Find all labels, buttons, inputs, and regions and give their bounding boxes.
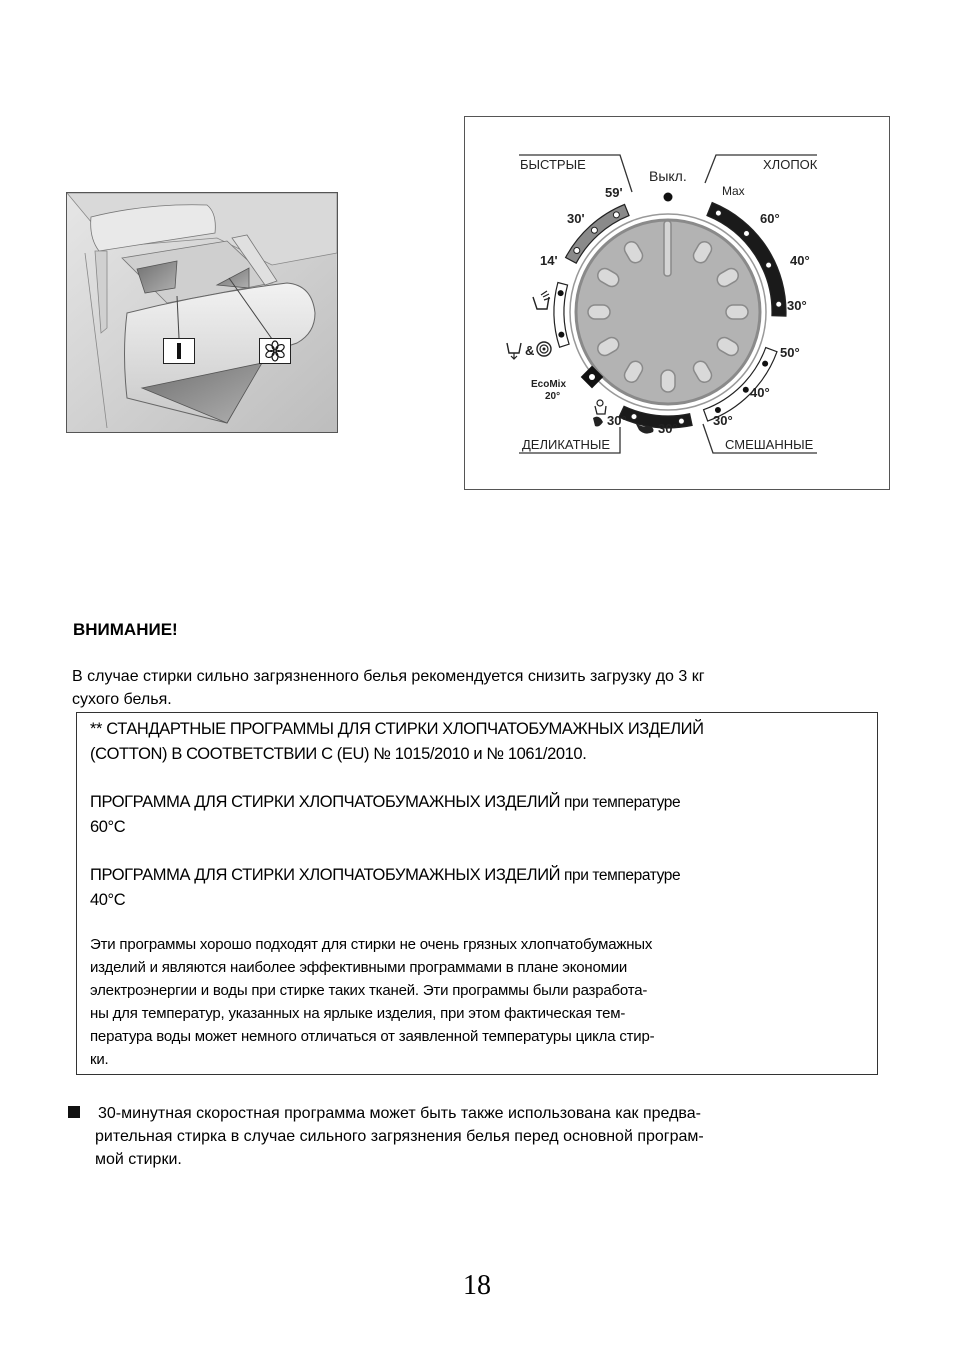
flower-icon (264, 340, 286, 362)
roman-one-icon (177, 343, 181, 359)
description-line: Эти программы хорошо подходят для стирки не очень грязных хлопчатобумажных (90, 936, 653, 953)
knob-grip (726, 305, 748, 319)
cotton-option-dot[interactable] (743, 231, 749, 237)
quick-option-14: 14' (540, 253, 558, 268)
cotton-option-max: Max (722, 184, 745, 198)
description-line: электроэнергии и воды при стирке таких тканей. Эти программы были разработа- (90, 982, 648, 999)
quick-option-59: 59' (605, 185, 623, 200)
standard-heading-line: (COTTON) В СООТВЕТСТВИИ С (EU) № 1015/2010 и № 1061/2010. (90, 745, 587, 763)
standard-heading-line: ** СТАНДАРТНЫЕ ПРОГРАММЫ ДЛЯ СТИРКИ ХЛОПЧАТОБУМАЖНЫХ ИЗДЕЛИЙ (90, 720, 704, 738)
program-60-temperature: 60°C (90, 818, 126, 836)
cotton-option-dot[interactable] (776, 301, 782, 307)
rinse-spin-dot[interactable] (558, 290, 564, 296)
page-number: 18 (463, 1270, 491, 1301)
rinse-spin-dot[interactable] (558, 332, 564, 338)
description-line: изделий и являются наиболее эффективными программами в плане экономии (90, 959, 628, 976)
description-line: ки. (90, 1051, 109, 1068)
quick-option-dot[interactable] (591, 227, 597, 233)
bullet-note-text (95, 1102, 898, 1171)
delicate-option-wool-30: 30° (658, 421, 678, 436)
drain-spin-icon (507, 342, 551, 359)
main-wash-compartment-label (163, 338, 195, 364)
rinse-icon (533, 291, 550, 309)
cotton-option-40: 40° (790, 253, 810, 268)
ecomix-label: EcoMix (531, 379, 567, 390)
cotton-option-dot[interactable] (766, 262, 772, 268)
off-indicator-dot (664, 193, 673, 202)
quick-group-title: БЫСТРЫЕ (520, 157, 586, 172)
standard-description (90, 933, 865, 1071)
quick-option-dot[interactable] (574, 247, 580, 253)
mixed-option-50: 50° (780, 345, 800, 360)
program-dial-illustration (464, 116, 890, 490)
bullet-note (68, 1102, 898, 1171)
program-40-upper: ПРОГРАММА ДЛЯ СТИРКИ ХЛОПЧАТОБУМАЖНЫХ ИЗДЕЛИЙ (90, 866, 561, 884)
attention-text-line: В случае стирки сильно загрязненного белья рекомендуется снизить загрузку до 3 кг (72, 668, 705, 685)
program-60-upper: ПРОГРАММА ДЛЯ СТИРКИ ХЛОПЧАТОБУМАЖНЫХ ИЗДЕЛИЙ (90, 793, 561, 811)
quick-option-dot[interactable] (613, 212, 619, 218)
knob-pointer (664, 221, 671, 276)
description-line: ны для температур, указанных на ярлыке изделия, при этом фактическая тем- (90, 1005, 626, 1022)
mixed-group-title: СМЕШАННЫЕ (725, 437, 814, 452)
program-40-temperature: 40°C (90, 891, 126, 909)
mixed-option-40: 40° (750, 385, 770, 400)
detergent-drawer-drawing (67, 193, 337, 432)
square-bullet-icon (68, 1106, 80, 1118)
attention-text (72, 665, 902, 711)
program-40-lower: при температуре (560, 867, 681, 884)
attention-text-line: сухого белья. (72, 691, 172, 708)
delicate-group-title: ДЕЛИКАТНЫЕ (522, 437, 611, 452)
description-line: пература воды может немного отличаться от заявленной температуры цикла стир- (90, 1028, 655, 1045)
program-40-title (90, 863, 865, 888)
attention-heading: ВНИМАНИЕ! (73, 620, 178, 639)
cotton-group-title: ХЛОПОК (763, 157, 818, 172)
bullet-note-line: 30-минутная скоростная программа может быть также использована как предва- (98, 1105, 701, 1122)
delicate-option-dot[interactable] (678, 418, 684, 424)
ecomix-temp-label: 20° (545, 391, 561, 402)
detergent-drawer-illustration (66, 192, 338, 433)
delicate-option-handwash-30: 30° (607, 413, 627, 428)
mixed-option-dot[interactable] (762, 361, 768, 367)
mixed-option-dot[interactable] (743, 387, 749, 393)
delicate-option-dot[interactable] (631, 414, 637, 420)
softener-compartment-label (259, 338, 291, 364)
cotton-option-dot[interactable] (715, 210, 721, 216)
knob-grip (588, 305, 610, 319)
handwash-icon (593, 400, 606, 427)
bullet-note-line: мой стирки. (95, 1151, 182, 1168)
cotton-option-30: 30° (787, 298, 807, 313)
mixed-option-30: 30° (713, 413, 733, 428)
off-label: Выкл. (649, 168, 687, 184)
quick-option-30: 30' (567, 211, 585, 226)
program-60-lower: при температуре (560, 794, 681, 811)
bullet-note-line: рительная стирка в случае сильного загрязнения белья перед основной програм- (95, 1128, 704, 1145)
program-dial-drawing (465, 117, 888, 488)
standard-programs-box (76, 712, 878, 1075)
cotton-option-60: 60° (760, 211, 780, 226)
program-60-title (90, 790, 865, 815)
knob-grip (661, 370, 675, 392)
drain-spin-joiner: & (525, 343, 535, 358)
